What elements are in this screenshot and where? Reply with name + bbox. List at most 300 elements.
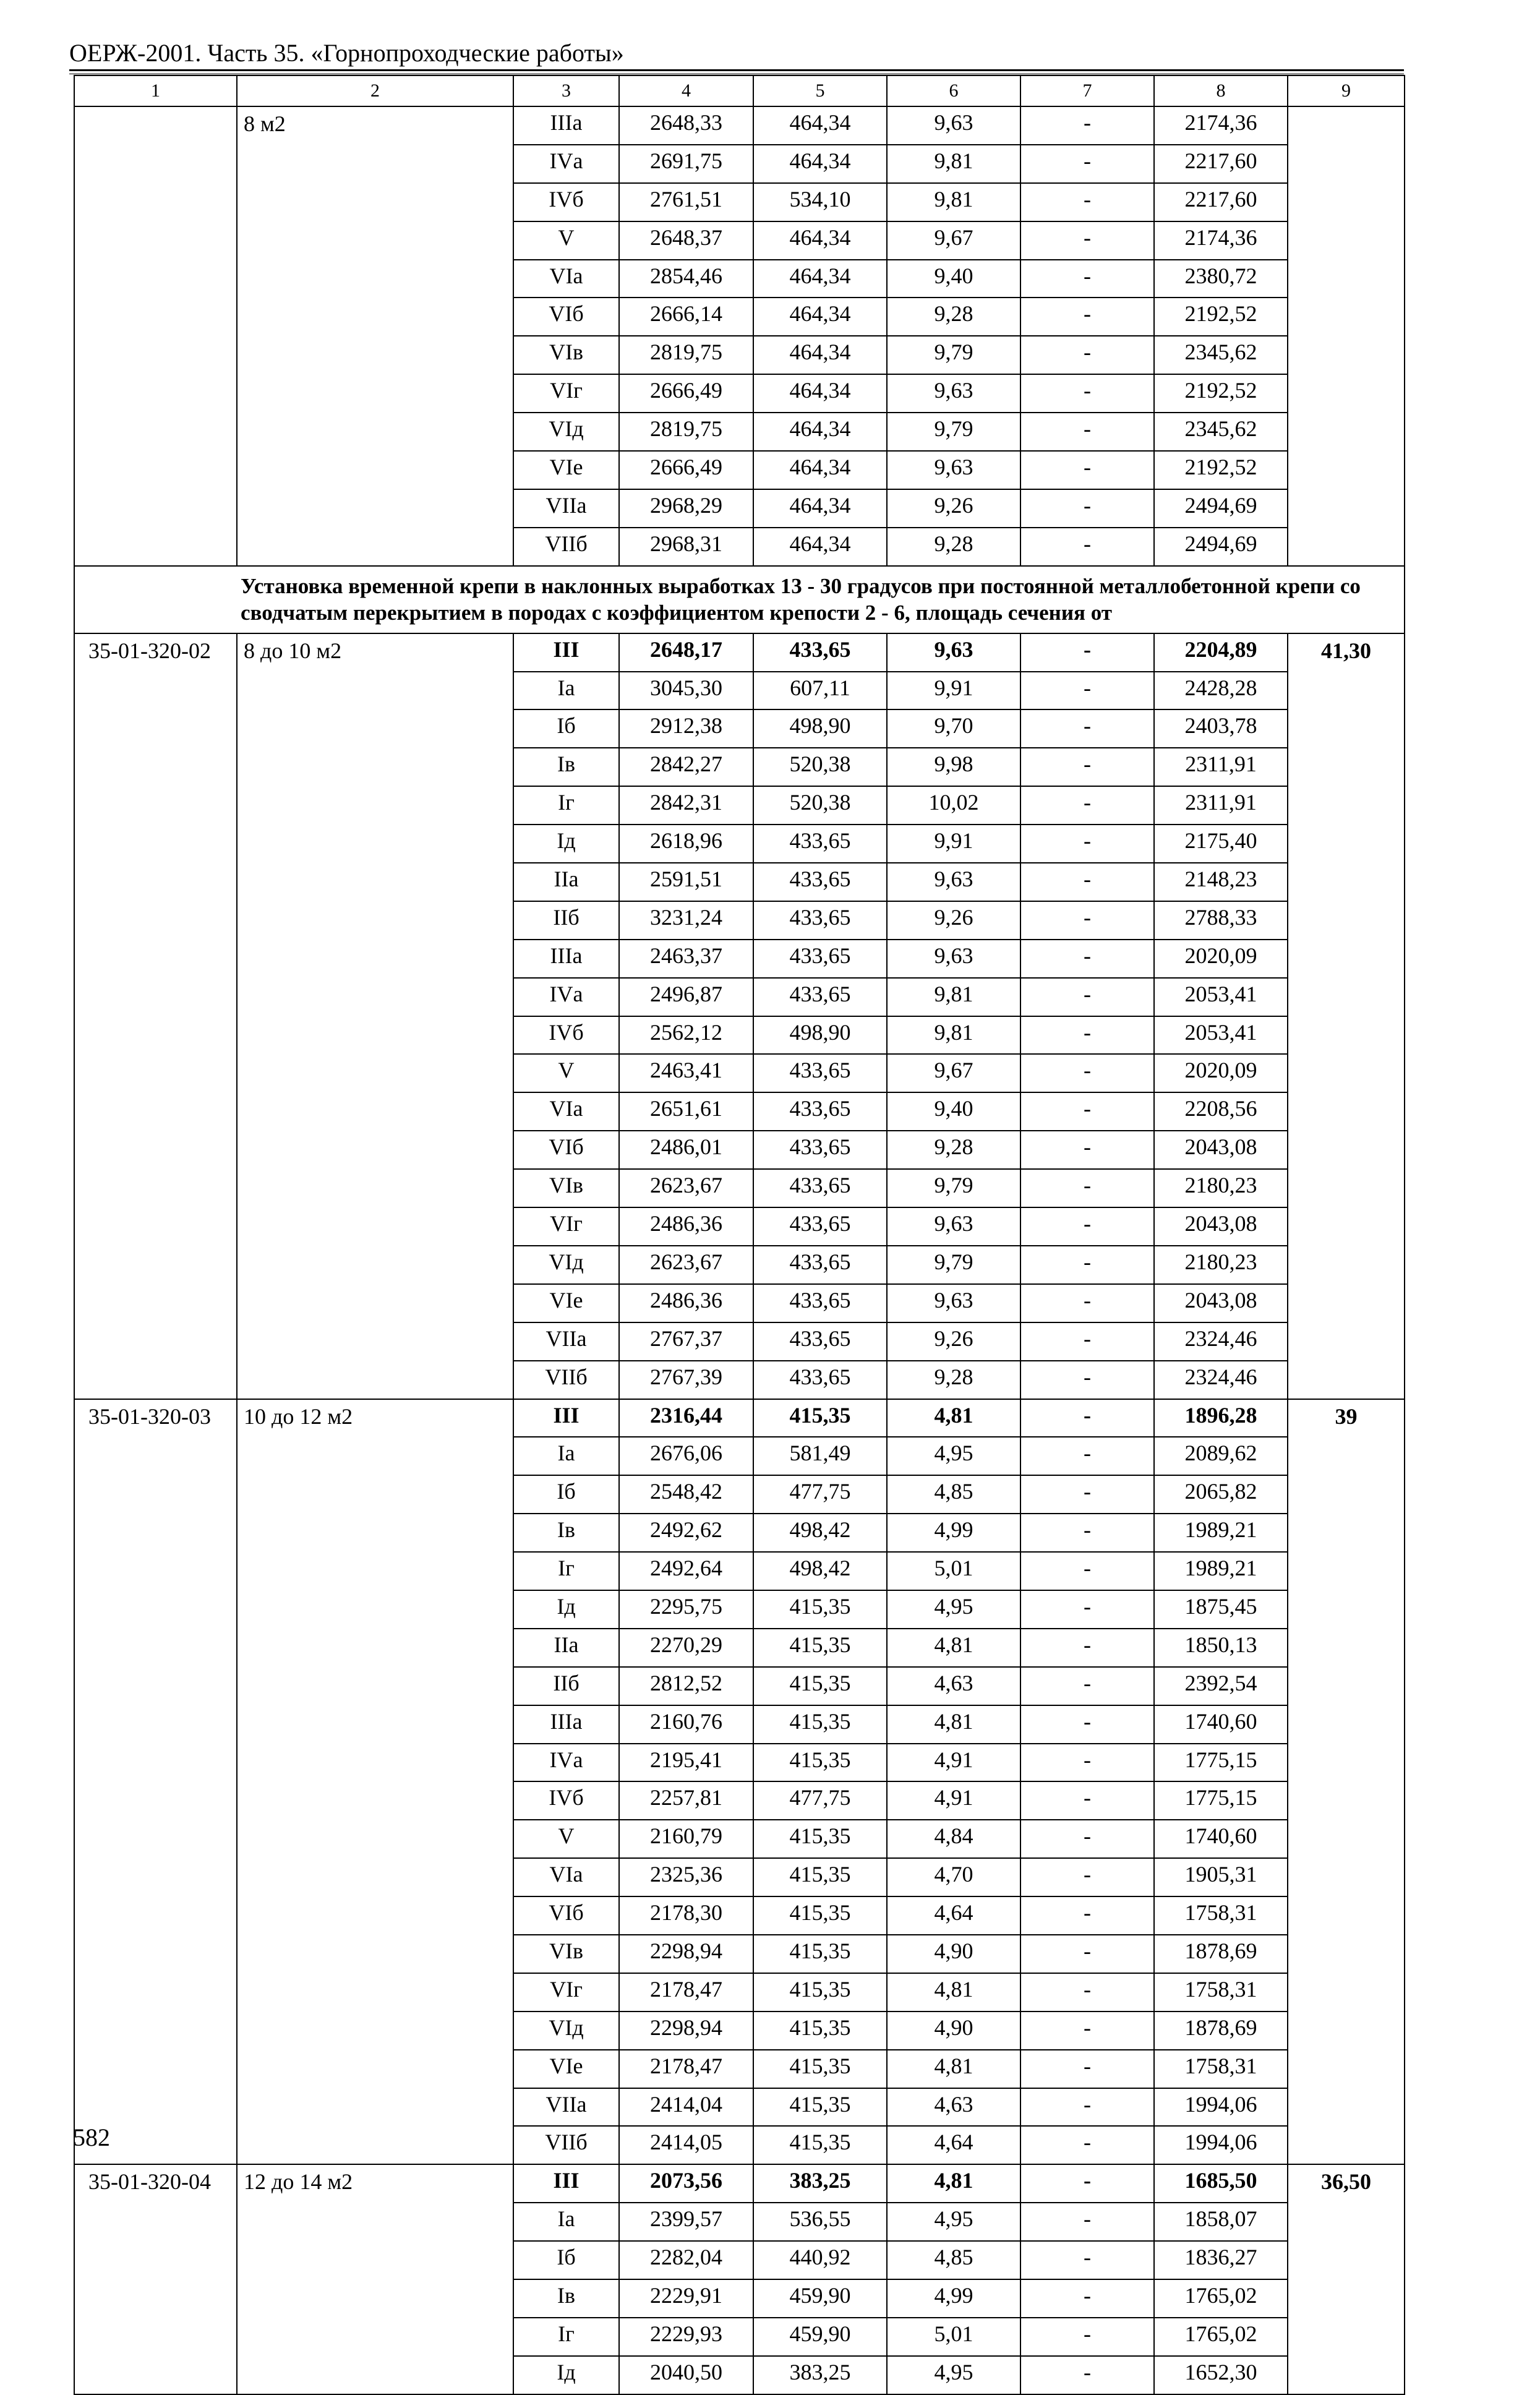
region-zone-cell: VIа — [513, 260, 619, 298]
value-cell: 2217,60 — [1154, 145, 1288, 183]
value-cell: 2020,09 — [1154, 940, 1288, 978]
region-zone-cell: III — [513, 1399, 619, 1437]
region-zone-cell: VIа — [513, 1858, 619, 1896]
value-cell: 464,34 — [753, 374, 887, 413]
value-cell: 2053,41 — [1154, 978, 1288, 1016]
region-zone-cell: VIг — [513, 1207, 619, 1246]
value-cell: 9,98 — [887, 748, 1020, 786]
value-cell: 433,65 — [753, 1207, 887, 1246]
value-cell: 2463,41 — [619, 1054, 753, 1092]
value-cell: 9,81 — [887, 978, 1020, 1016]
value-cell: - — [1020, 2088, 1154, 2127]
region-zone-cell: V — [513, 1820, 619, 1858]
value-cell: 1875,45 — [1154, 1590, 1288, 1629]
value-cell: 2217,60 — [1154, 183, 1288, 221]
value-cell: 1836,27 — [1154, 2241, 1288, 2279]
value-cell: - — [1020, 748, 1154, 786]
value-cell: 459,90 — [753, 2318, 887, 2356]
value-cell: - — [1020, 2164, 1154, 2203]
value-cell: 2666,49 — [619, 374, 753, 413]
value-cell: 9,28 — [887, 1131, 1020, 1169]
value-cell: 2043,08 — [1154, 1131, 1288, 1169]
value-cell: - — [1020, 2356, 1154, 2394]
value-cell: 415,35 — [753, 1629, 887, 1667]
value-cell: 1989,21 — [1154, 1552, 1288, 1590]
region-zone-cell: VIе — [513, 1284, 619, 1322]
value-cell: 433,65 — [753, 1092, 887, 1131]
value-cell: - — [1020, 1131, 1154, 1169]
value-cell: 9,81 — [887, 145, 1020, 183]
value-cell: - — [1020, 489, 1154, 528]
value-cell: 2180,23 — [1154, 1246, 1288, 1284]
value-cell: - — [1020, 106, 1154, 145]
region-zone-cell: Iг — [513, 786, 619, 825]
region-zone-cell: IVб — [513, 183, 619, 221]
value-cell: 9,28 — [887, 1361, 1020, 1399]
value-cell: 2403,78 — [1154, 709, 1288, 748]
region-zone-cell: VIд — [513, 413, 619, 451]
value-cell: 2648,33 — [619, 106, 753, 145]
value-cell: - — [1020, 1590, 1154, 1629]
region-zone-cell: VIа — [513, 1092, 619, 1131]
value-cell: 2399,57 — [619, 2203, 753, 2241]
region-zone-cell: Iв — [513, 748, 619, 786]
value-cell: 1858,07 — [1154, 2203, 1288, 2241]
region-zone-cell: Iа — [513, 2203, 619, 2241]
region-zone-cell: III — [513, 633, 619, 672]
value-cell: 4,63 — [887, 1667, 1020, 1705]
value-cell: - — [1020, 528, 1154, 566]
value-cell: 4,99 — [887, 1514, 1020, 1552]
value-cell: - — [1020, 1820, 1154, 1858]
value-cell: 2486,36 — [619, 1284, 753, 1322]
value-cell: 2819,75 — [619, 413, 753, 451]
value-cell: 2648,17 — [619, 633, 753, 672]
value-cell: - — [1020, 413, 1154, 451]
value-cell: 477,75 — [753, 1781, 887, 1820]
value-cell: 9,63 — [887, 633, 1020, 672]
region-zone-cell: IVа — [513, 978, 619, 1016]
table-row — [74, 106, 1405, 145]
value-cell: 2298,94 — [619, 2012, 753, 2050]
value-cell: 2298,94 — [619, 1935, 753, 1973]
value-cell: - — [1020, 1858, 1154, 1896]
column-9-value: 36,50 — [1288, 2164, 1405, 2394]
value-cell: 2160,76 — [619, 1705, 753, 1744]
value-cell: 2651,61 — [619, 1092, 753, 1131]
header-rule — [69, 69, 1404, 71]
value-cell: 2492,64 — [619, 1552, 753, 1590]
column-number: 2 — [237, 75, 513, 106]
region-zone-cell: IIа — [513, 863, 619, 901]
value-cell: 433,65 — [753, 1361, 887, 1399]
value-cell: 2180,23 — [1154, 1169, 1288, 1207]
value-cell: - — [1020, 940, 1154, 978]
value-cell: 520,38 — [753, 748, 887, 786]
value-cell: - — [1020, 863, 1154, 901]
region-zone-cell: Iб — [513, 2241, 619, 2279]
value-cell: 4,99 — [887, 2279, 1020, 2318]
region-zone-cell: Iб — [513, 709, 619, 748]
value-cell: 1878,69 — [1154, 2012, 1288, 2050]
value-cell: 2178,30 — [619, 1896, 753, 1935]
value-cell: - — [1020, 1973, 1154, 2012]
value-cell: - — [1020, 336, 1154, 374]
value-cell: 1765,02 — [1154, 2279, 1288, 2318]
value-cell: 415,35 — [753, 1399, 887, 1437]
value-cell: 1775,15 — [1154, 1744, 1288, 1782]
column-number: 9 — [1288, 75, 1405, 106]
value-cell: 9,40 — [887, 1092, 1020, 1131]
value-cell: 2043,08 — [1154, 1284, 1288, 1322]
value-cell: 498,42 — [753, 1514, 887, 1552]
value-cell: 498,42 — [753, 1552, 887, 1590]
value-cell: 433,65 — [753, 825, 887, 863]
value-cell: 4,95 — [887, 2203, 1020, 2241]
value-cell: 2311,91 — [1154, 748, 1288, 786]
value-cell: 2761,51 — [619, 183, 753, 221]
value-cell: 1740,60 — [1154, 1820, 1288, 1858]
value-cell: 2295,75 — [619, 1590, 753, 1629]
value-cell: - — [1020, 1246, 1154, 1284]
value-cell: - — [1020, 1744, 1154, 1782]
value-cell: 2623,67 — [619, 1169, 753, 1207]
value-cell: - — [1020, 1475, 1154, 1514]
value-cell: 2486,36 — [619, 1207, 753, 1246]
value-cell: 415,35 — [753, 1590, 887, 1629]
value-cell: 4,90 — [887, 2012, 1020, 2050]
value-cell: - — [1020, 183, 1154, 221]
value-cell: 2160,79 — [619, 1820, 753, 1858]
value-cell: 433,65 — [753, 978, 887, 1016]
value-cell: - — [1020, 2012, 1154, 2050]
value-cell: 4,63 — [887, 2088, 1020, 2127]
value-cell: 9,63 — [887, 451, 1020, 489]
region-zone-cell: Iд — [513, 1590, 619, 1629]
value-cell: 433,65 — [753, 633, 887, 672]
section-title: Установка временной крепи в наклонных выработках 13 - 30 градусов при постоянной металлобетонной крепи со сводчатым перекрытием в породах с коэффициентом крепости 2 - 6, площадь сечения от — [74, 566, 1405, 633]
value-cell: 2842,31 — [619, 786, 753, 825]
norm-code: 35-01-320-04 — [74, 2164, 237, 2394]
value-cell: 9,81 — [887, 183, 1020, 221]
value-cell: - — [1020, 1935, 1154, 1973]
value-cell: 1758,31 — [1154, 1896, 1288, 1935]
value-cell: - — [1020, 1092, 1154, 1131]
value-cell: 2178,47 — [619, 2050, 753, 2088]
column-9-value — [1288, 106, 1405, 566]
value-cell: - — [1020, 2279, 1154, 2318]
value-cell: 2053,41 — [1154, 1016, 1288, 1055]
value-cell: 415,35 — [753, 1935, 887, 1973]
region-zone-cell: VIIб — [513, 528, 619, 566]
value-cell: - — [1020, 1629, 1154, 1667]
value-cell: 1765,02 — [1154, 2318, 1288, 2356]
value-cell: 383,25 — [753, 2356, 887, 2394]
value-cell: 4,81 — [887, 1973, 1020, 2012]
value-cell: 9,79 — [887, 336, 1020, 374]
region-zone-cell: V — [513, 1054, 619, 1092]
region-zone-cell: Iв — [513, 1514, 619, 1552]
value-cell: 2623,67 — [619, 1246, 753, 1284]
value-cell: 2204,89 — [1154, 633, 1288, 672]
region-zone-cell: Iд — [513, 2356, 619, 2394]
region-zone-cell: VIв — [513, 1169, 619, 1207]
norm-description: 8 м2 — [237, 106, 513, 566]
value-cell: 4,95 — [887, 1437, 1020, 1475]
value-cell: 4,95 — [887, 2356, 1020, 2394]
value-cell: 4,70 — [887, 1858, 1020, 1896]
region-zone-cell: Iа — [513, 672, 619, 710]
value-cell: 4,84 — [887, 1820, 1020, 1858]
region-zone-cell: III — [513, 2164, 619, 2203]
region-zone-cell: Iб — [513, 1475, 619, 1514]
value-cell: 9,26 — [887, 489, 1020, 528]
value-cell: 4,64 — [887, 1896, 1020, 1935]
value-cell: 1994,06 — [1154, 2088, 1288, 2127]
value-cell: 4,64 — [887, 2126, 1020, 2164]
value-cell: 9,79 — [887, 413, 1020, 451]
region-zone-cell: Iд — [513, 825, 619, 863]
table-row — [74, 633, 1405, 672]
region-zone-cell: VIг — [513, 374, 619, 413]
value-cell: 520,38 — [753, 786, 887, 825]
value-cell: 536,55 — [753, 2203, 887, 2241]
value-cell: - — [1020, 145, 1154, 183]
value-cell: 433,65 — [753, 1054, 887, 1092]
value-cell: 2767,37 — [619, 1322, 753, 1361]
column-number: 8 — [1154, 75, 1288, 106]
value-cell: - — [1020, 2203, 1154, 2241]
value-cell: 2324,46 — [1154, 1361, 1288, 1399]
value-cell: 9,91 — [887, 825, 1020, 863]
value-cell: 498,90 — [753, 709, 887, 748]
value-cell: 4,81 — [887, 1629, 1020, 1667]
value-cell: 2316,44 — [619, 1399, 753, 1437]
column-number: 1 — [74, 75, 237, 106]
region-zone-cell: VIIб — [513, 1361, 619, 1399]
region-zone-cell: IIIа — [513, 940, 619, 978]
value-cell: 477,75 — [753, 1475, 887, 1514]
value-cell: 2020,09 — [1154, 1054, 1288, 1092]
value-cell: 2174,36 — [1154, 106, 1288, 145]
value-cell: 433,65 — [753, 901, 887, 940]
value-cell: - — [1020, 2126, 1154, 2164]
value-cell: 2392,54 — [1154, 1667, 1288, 1705]
norm-description: 12 до 14 м2 — [237, 2164, 513, 2394]
value-cell: 1850,13 — [1154, 1629, 1288, 1667]
value-cell: 433,65 — [753, 1169, 887, 1207]
value-cell: 2591,51 — [619, 863, 753, 901]
value-cell: 3045,30 — [619, 672, 753, 710]
norm-code — [74, 106, 237, 566]
value-cell: 4,95 — [887, 1590, 1020, 1629]
value-cell: 2195,41 — [619, 1744, 753, 1782]
value-cell: 2043,08 — [1154, 1207, 1288, 1246]
value-cell: 1994,06 — [1154, 2126, 1288, 2164]
value-cell: 9,26 — [887, 1322, 1020, 1361]
value-cell: 2229,91 — [619, 2279, 753, 2318]
value-cell: 2676,06 — [619, 1437, 753, 1475]
region-zone-cell: VIд — [513, 1246, 619, 1284]
value-cell: 9,63 — [887, 106, 1020, 145]
value-cell: 433,65 — [753, 1322, 887, 1361]
value-cell: - — [1020, 1705, 1154, 1744]
region-zone-cell: Iг — [513, 2318, 619, 2356]
column-number: 4 — [619, 75, 753, 106]
value-cell: 4,81 — [887, 2164, 1020, 2203]
value-cell: 2414,05 — [619, 2126, 753, 2164]
value-cell: 9,67 — [887, 1054, 1020, 1092]
region-zone-cell: VIе — [513, 451, 619, 489]
value-cell: 2065,82 — [1154, 1475, 1288, 1514]
region-zone-cell: VIб — [513, 1896, 619, 1935]
value-cell: 9,63 — [887, 863, 1020, 901]
value-cell: 1878,69 — [1154, 1935, 1288, 1973]
value-cell: 9,28 — [887, 298, 1020, 336]
value-cell: 2842,27 — [619, 748, 753, 786]
value-cell: - — [1020, 633, 1154, 672]
value-cell: 2345,62 — [1154, 413, 1288, 451]
value-cell: 9,40 — [887, 260, 1020, 298]
value-cell: 2912,38 — [619, 709, 753, 748]
value-cell: 383,25 — [753, 2164, 887, 2203]
region-zone-cell: VIб — [513, 1131, 619, 1169]
value-cell: 2494,69 — [1154, 528, 1288, 566]
value-cell: - — [1020, 1169, 1154, 1207]
value-cell: - — [1020, 260, 1154, 298]
value-cell: 2767,39 — [619, 1361, 753, 1399]
value-cell: - — [1020, 1552, 1154, 1590]
value-cell: 433,65 — [753, 940, 887, 978]
value-cell: 415,35 — [753, 2126, 887, 2164]
region-zone-cell: V — [513, 221, 619, 260]
value-cell: 4,81 — [887, 1705, 1020, 1744]
value-cell: 2175,40 — [1154, 825, 1288, 863]
value-cell: - — [1020, 451, 1154, 489]
region-zone-cell: IIIа — [513, 1705, 619, 1744]
value-cell: - — [1020, 1016, 1154, 1055]
value-cell: 2345,62 — [1154, 336, 1288, 374]
region-zone-cell: VIд — [513, 2012, 619, 2050]
value-cell: 2380,72 — [1154, 260, 1288, 298]
value-cell: 2618,96 — [619, 825, 753, 863]
value-cell: 4,81 — [887, 1399, 1020, 1437]
value-cell: 581,49 — [753, 1437, 887, 1475]
value-cell: 2788,33 — [1154, 901, 1288, 940]
value-cell: 2492,62 — [619, 1514, 753, 1552]
value-cell: 2854,46 — [619, 260, 753, 298]
value-cell: 415,35 — [753, 1744, 887, 1782]
value-cell: 9,79 — [887, 1169, 1020, 1207]
value-cell: - — [1020, 1284, 1154, 1322]
region-zone-cell: IIа — [513, 1629, 619, 1667]
section-title-row — [74, 566, 1405, 633]
value-cell: 1896,28 — [1154, 1399, 1288, 1437]
column-number: 6 — [887, 75, 1020, 106]
rates-table — [74, 75, 1405, 2395]
value-cell: 2486,01 — [619, 1131, 753, 1169]
value-cell: - — [1020, 1437, 1154, 1475]
value-cell: 415,35 — [753, 1820, 887, 1858]
value-cell: 2192,52 — [1154, 451, 1288, 489]
value-cell: 2463,37 — [619, 940, 753, 978]
value-cell: - — [1020, 1781, 1154, 1820]
value-cell: 1758,31 — [1154, 1973, 1288, 2012]
value-cell: - — [1020, 221, 1154, 260]
value-cell: 464,34 — [753, 336, 887, 374]
value-cell: 1989,21 — [1154, 1514, 1288, 1552]
value-cell: 433,65 — [753, 1246, 887, 1284]
region-zone-cell: Iа — [513, 1437, 619, 1475]
value-cell: 1652,30 — [1154, 2356, 1288, 2394]
value-cell: 9,67 — [887, 221, 1020, 260]
value-cell: 4,85 — [887, 1475, 1020, 1514]
value-cell: 2428,28 — [1154, 672, 1288, 710]
value-cell: 464,34 — [753, 413, 887, 451]
region-zone-cell: VIе — [513, 2050, 619, 2088]
column-number-row — [74, 75, 1405, 106]
table-row — [74, 2164, 1405, 2203]
value-cell: 1905,31 — [1154, 1858, 1288, 1896]
value-cell: - — [1020, 2318, 1154, 2356]
region-zone-cell: Iв — [513, 2279, 619, 2318]
region-zone-cell: Iг — [513, 1552, 619, 1590]
value-cell: 2270,29 — [619, 1629, 753, 1667]
value-cell: 2812,52 — [619, 1667, 753, 1705]
value-cell: 464,34 — [753, 145, 887, 183]
value-cell: 9,63 — [887, 374, 1020, 413]
value-cell: 2562,12 — [619, 1016, 753, 1055]
value-cell: 9,79 — [887, 1246, 1020, 1284]
value-cell: - — [1020, 825, 1154, 863]
region-zone-cell: IVа — [513, 1744, 619, 1782]
value-cell: 607,11 — [753, 672, 887, 710]
value-cell: 9,91 — [887, 672, 1020, 710]
value-cell: 415,35 — [753, 1896, 887, 1935]
value-cell: 2192,52 — [1154, 298, 1288, 336]
region-zone-cell: VIIб — [513, 2126, 619, 2164]
value-cell: - — [1020, 1399, 1154, 1437]
value-cell: 459,90 — [753, 2279, 887, 2318]
region-zone-cell: IVа — [513, 145, 619, 183]
value-cell: 2819,75 — [619, 336, 753, 374]
value-cell: 4,81 — [887, 2050, 1020, 2088]
value-cell: 433,65 — [753, 1284, 887, 1322]
value-cell: - — [1020, 2241, 1154, 2279]
column-9-value: 41,30 — [1288, 633, 1405, 1399]
value-cell: 2496,87 — [619, 978, 753, 1016]
value-cell: 9,63 — [887, 1207, 1020, 1246]
value-cell: 2208,56 — [1154, 1092, 1288, 1131]
value-cell: 4,85 — [887, 2241, 1020, 2279]
region-zone-cell: IIIа — [513, 106, 619, 145]
value-cell: - — [1020, 374, 1154, 413]
region-zone-cell: VIIа — [513, 489, 619, 528]
value-cell: 1758,31 — [1154, 2050, 1288, 2088]
value-cell: 464,34 — [753, 298, 887, 336]
value-cell: 415,35 — [753, 2088, 887, 2127]
page-number: 582 — [73, 2123, 110, 2151]
region-zone-cell: VIв — [513, 1935, 619, 1973]
value-cell: 5,01 — [887, 2318, 1020, 2356]
value-cell: 2968,31 — [619, 528, 753, 566]
value-cell: 4,91 — [887, 1781, 1020, 1820]
value-cell: 2648,37 — [619, 221, 753, 260]
value-cell: 2040,50 — [619, 2356, 753, 2394]
value-cell: 2494,69 — [1154, 489, 1288, 528]
value-cell: 464,34 — [753, 106, 887, 145]
value-cell: 2324,46 — [1154, 1322, 1288, 1361]
